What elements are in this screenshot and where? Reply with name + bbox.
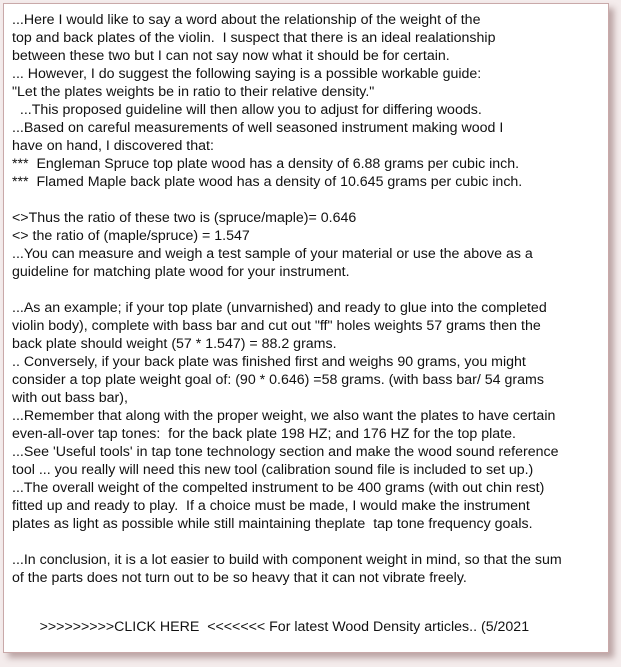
article-line: of the parts does not turn out to be so heavy that it can not vibrate freely. (12, 570, 467, 586)
article-line: top and back plates of the violin. I suspect that there is an ideal realationship (12, 30, 496, 46)
blank-line (12, 281, 608, 299)
article-line: even-all-over tap tones: for the back plate 198 HZ; and 176 HZ for the top plate. (12, 426, 516, 442)
article-line: ...Here I would like to say a word about the relationship of the weight of the (12, 12, 481, 28)
article-line: ...See 'Useful tools' in tap tone technology section and make the wood sound reference (12, 444, 559, 460)
spacer (12, 587, 608, 600)
article-line: consider a top plate weight goal of: (90 * 0.646) =58 grams. (with bass bar/ 54 grams (12, 372, 544, 388)
article-line: ...As an example; if your top plate (unvarnished) and ready to glue into the completed (12, 300, 547, 316)
article-line: have on hand, I discovered that: (12, 138, 214, 154)
blank-line (12, 533, 608, 551)
article-line: with out bass bar), (12, 390, 128, 406)
article-line: ...The overall weight of the compelted instrument to be 400 grams (with out chin rest) (12, 480, 545, 496)
article-line: .. Conversely, if your back plate was finished first and weighs 90 grams, you might (12, 354, 526, 370)
article-line: ...In conclusion, it is a lot easier to build with component weight in mind, so that the sum (12, 552, 562, 568)
article-line: tool ... you really will need this new tool (calibration sound file is included to set up.) (12, 462, 534, 478)
article-line: <> the ratio of (maple/spruce) = 1.547 (12, 228, 250, 244)
article-line: *** Engleman Spruce top plate wood has a density of 6.88 grams per cubic inch. (12, 156, 520, 172)
article-line: ...Remember that along with the proper weight, we also want the plates to have certain (12, 408, 556, 424)
article-line: ...You can measure and weigh a test sample of your material or use the above as a (12, 246, 533, 262)
wood-density-articles-line (12, 600, 608, 635)
article-body (12, 11, 608, 635)
article-line: <>Thus the ratio of these two is (spruce/maple)= 0.646 (12, 210, 357, 226)
wood-density-articles-link[interactable]: >>>>>>>>>CLICK HERE <<<<<<< For latest Wood Density articles.. (5/2021 (35, 619, 530, 635)
article-line: fitted up and ready to play. If a choice must be made, I would make the instrument (12, 498, 530, 514)
content-frame (3, 3, 609, 653)
article-line: *** Flamed Maple back plate wood has a density of 10.645 grams per cubic inch. (12, 174, 523, 190)
article-line: plates as light as possible while still maintaining theplate tap tone frequency goals. (12, 516, 533, 532)
article-line: ...Based on careful measurements of well seasoned instrument making wood I (12, 120, 504, 136)
article-line: between these two but I can not say now what it should be for certain. (12, 48, 450, 64)
article-line: ... However, I do suggest the following saying is a possible workable guide: (12, 66, 482, 82)
article-line: violin body), complete with bass bar and cut out "ff" holes weights 57 grams then the (12, 318, 541, 334)
article-line: guideline for matching plate wood for your instrument. (12, 264, 350, 280)
article-line: back plate should weight (57 * 1.547) = 88.2 grams. (12, 336, 337, 352)
blank-line (12, 191, 608, 209)
article-line: ...This proposed guideline will then allow you to adjust for differing woods. (12, 102, 482, 118)
article-line: "Let the plates weights be in ratio to their relative density." (12, 84, 375, 100)
